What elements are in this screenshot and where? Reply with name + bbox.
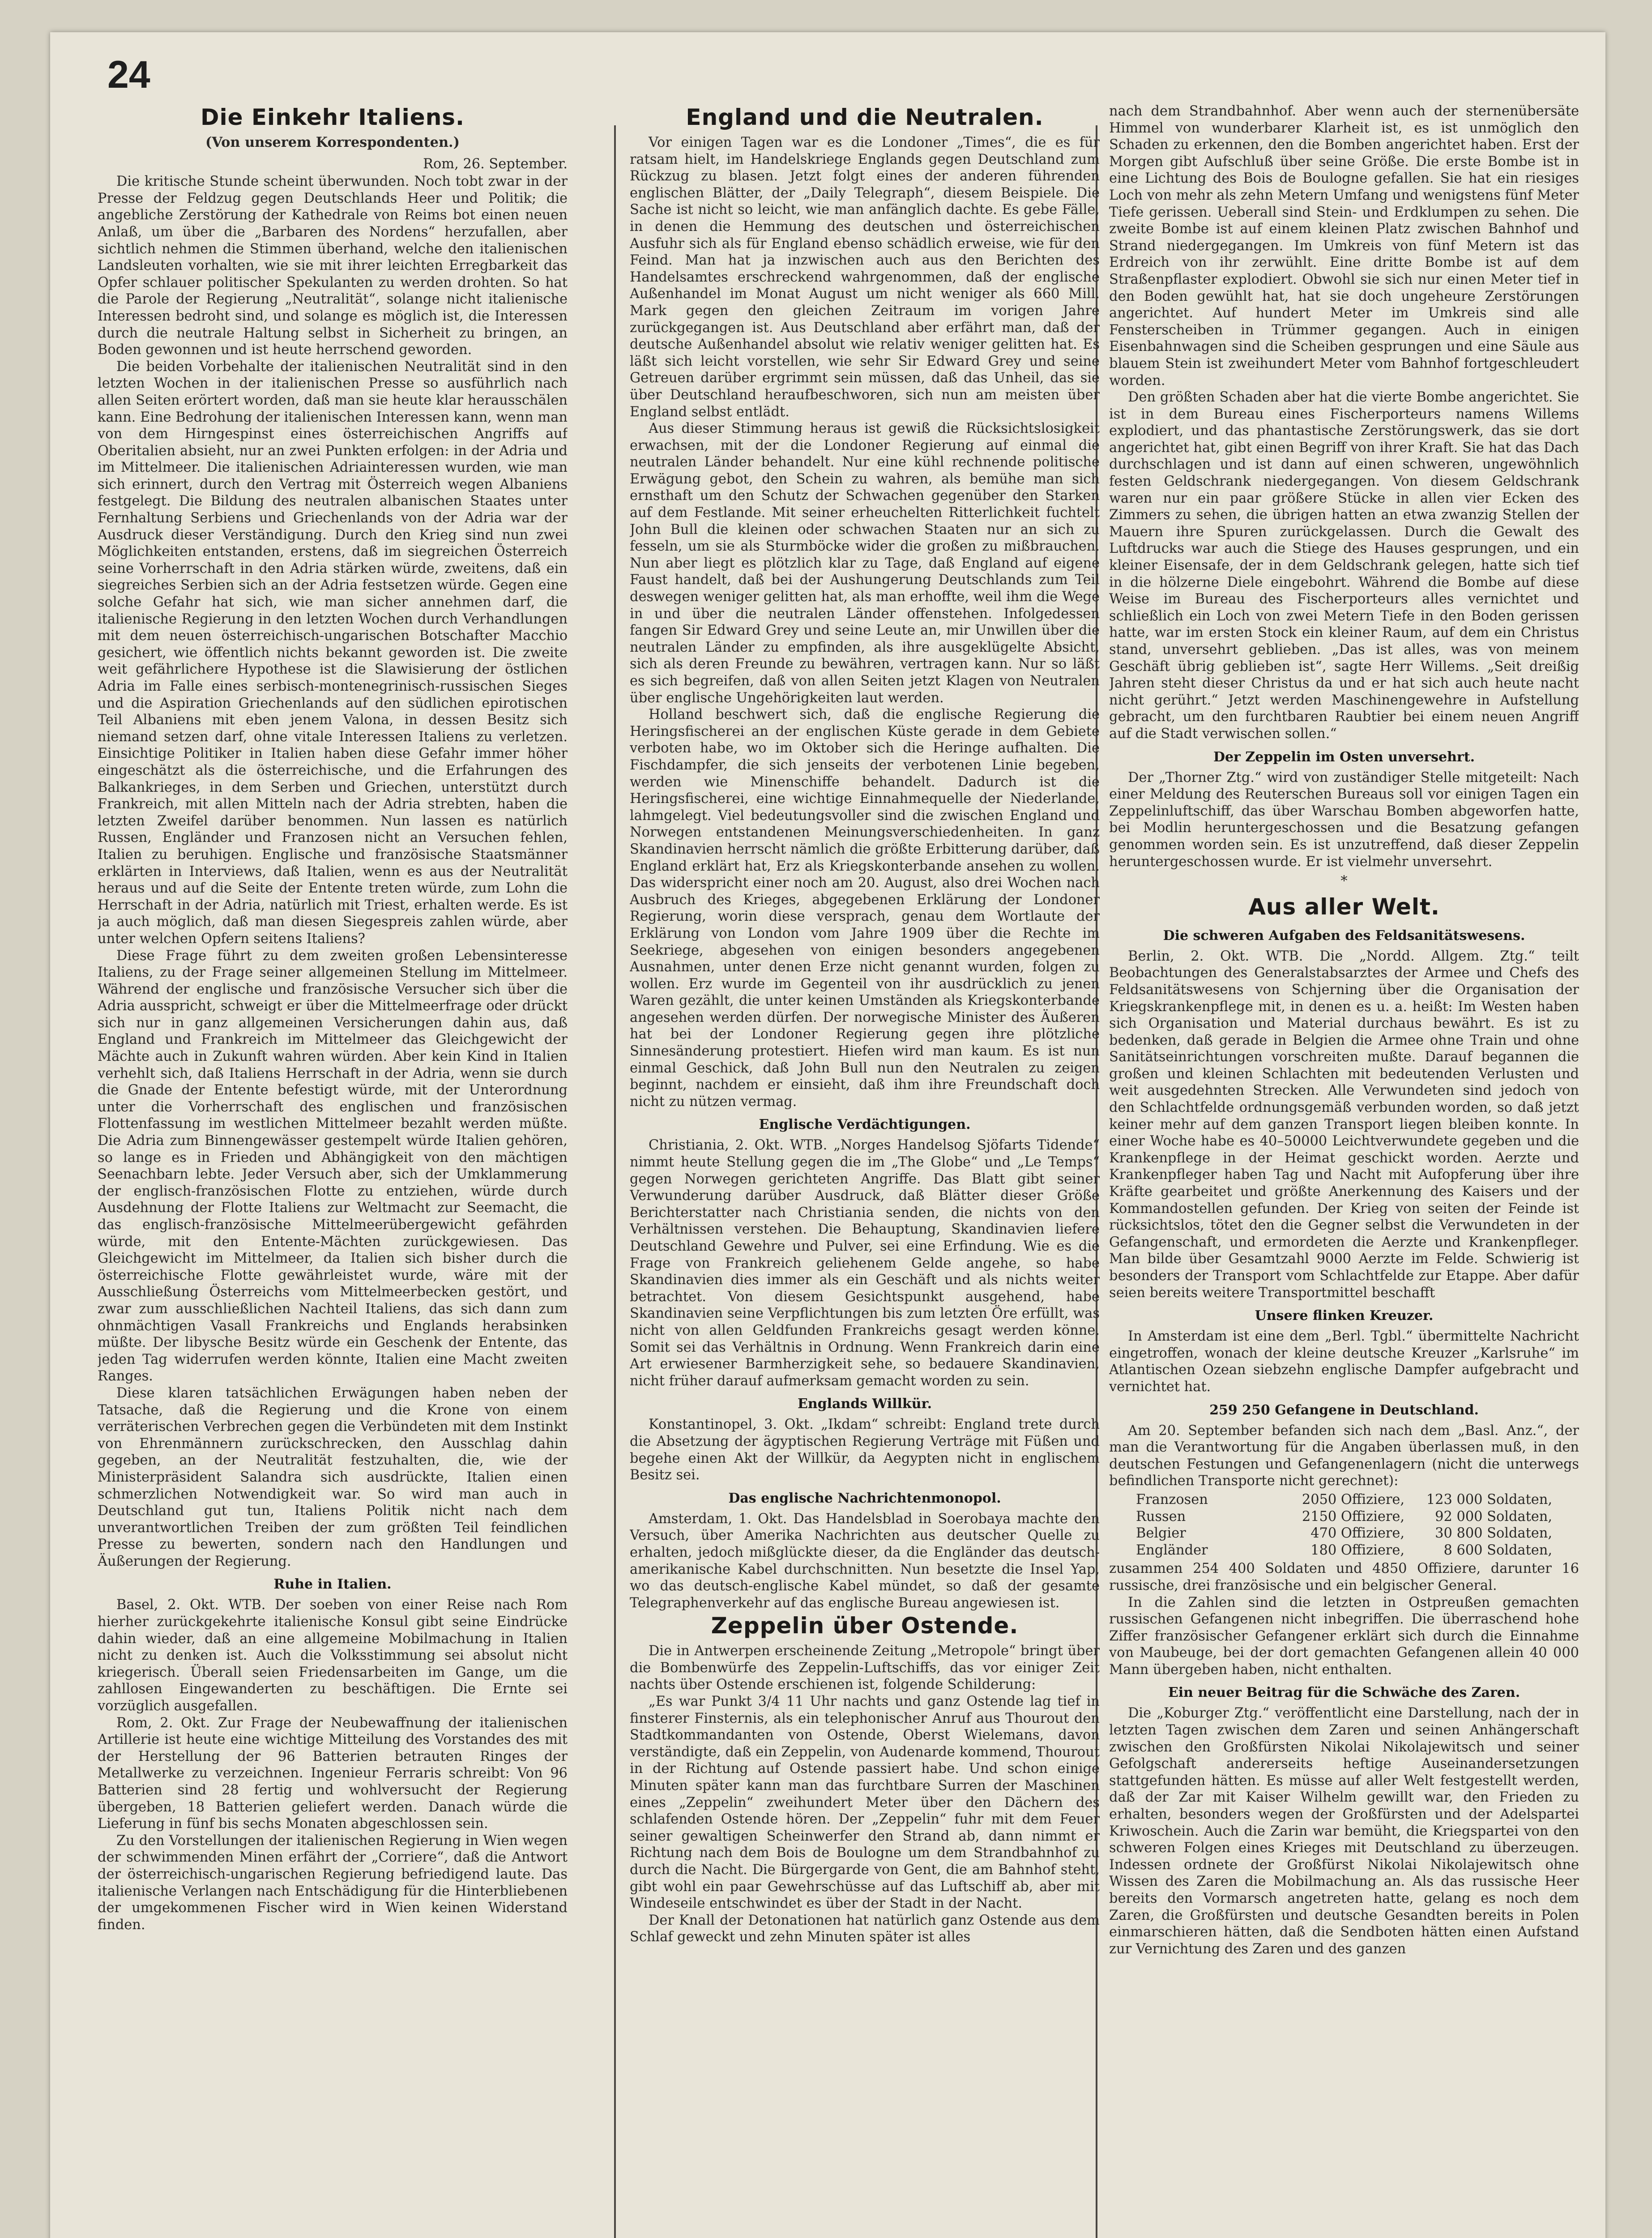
paragraph: Den größten Schaden aber hat die vierte Bombe angerichtet. Sie ist in dem Bureau eines Fischerporteurs namens Willems explodiert, und das phantastische Zerstörungswerk, das sie dort angerichtet hat, gibt einen Begriff von ihrer Kraft. Sie hat das Dach durchschlagen und ist dann auf einen schweren, ungewöhnlich festen Geldschrank niedergegangen. Von diesem Geldschrank waren nur ein paar größere Stücke in allen vier Ecken des Zimmers zu sehen, die übrigen hatten an etwa zwanzig Stellen der Mauern ihre Spuren zurückgelassen. Durch die Gewalt des Luftdrucks war auch die Stiege des Hauses gesprungen, und ein kleiner Eisensafe, der in dem Geldschrank gelegen, hatte sich tief in die hölzerne Diele eingebohrt. Während die Bombe auf diese Weise im Bureau des Fischerporteurs alles vernichtet und schließlich ein Loch von zwei Metern Tiefe in den Boden gerissen hatte, war im ersten Stock ein kleiner Raum, auf dem ein Christus stand, unversehrt geblieben. „Das ist alles, was von meinem Geschäft übrig geblieben ist“, sagte Herr Willems. „Seit dreißig Jahren steht dieser Christus da und er hat sich auch heute nacht nicht gerührt.“ Jetzt werden Maschinengewehre in Aufstellung gebracht, um den furchtbaren Raubtier bei einem neuen Angriff auf die Stadt verwischen sollen.“ — [1109, 389, 1579, 742]
separator-asterisk: * — [1340, 873, 1348, 889]
subheading: Die schweren Aufgaben des Feldsanitätswesens. — [1163, 927, 1525, 944]
subheading: 259 250 Gefangene in Deutschland. — [1209, 1402, 1479, 1418]
paragraph: Konstantinopel, 3. Okt. „Ikdam“ schreibt: England trete durch die Absetzung der ägyptischen Regierung Verträge mit Füßen und begehe einen Akt der Willkür, da Aegypten nicht in englischem Besitz sei. — [630, 1417, 1100, 1483]
paragraph: Berlin, 2. Okt. WTB. Die „Nordd. Allgem. Ztg.“ teilt Beobachtungen des Generalstabsarztes der Armee und Chefs des Feldsanitätswesens von Schjerning über die Organisation der Kriegskrankenpflege mit, in denen es u. a. heißt: Im Westen haben sich Organisation und Material durchaus bewährt. Es ist zu bedenken, daß gerade in Belgien die Armee ohne Train und ohne Sanitätseinrichtungen vorschreiten mußte. Darauf begannen die großen und kleinen Schlachten mit bedeutenden Verlusten und weit ausgedehnten Strecken. Alle Verwundeten sind jedoch von den Schlachtfelde ordnungsgemäß verbunden worden, so daß jetzt keiner mehr auf dem ganzen Transport liegen bleiben konnte. In einer Woche habe es 40–50000 Leichtverwundete gegeben und die Krankenpflege in der Heimat geschickt worden. Aerzte und Krankenpfleger haben Tag und Nacht mit Aufopferung über ihre Kräfte gearbeitet und größte Anerkennung des Kaisers und der Kommandostellen gefunden. Der Krieg von seiten der Feinde ist rücksichtslos, tötet den die Gegner selbst die Verwundeten in der Gefangenschaft, und ermordeten die Aerzte und Krankenpfleger. Man bilde über Gesamtzahl 9000 Aerzte im Felde. Schwierig ist besonders der Transport vom Schlachtfelde zur Etappe. Aber dafür seien bereits weitere Transportmittel beschafft — [1109, 948, 1579, 1301]
subheading: Der Zeppelin im Osten unversehrt. — [1213, 749, 1475, 765]
paragraph: Diese klaren tatsächlichen Erwägungen haben neben der Tatsache, daß die Regierung und die Krone von einem verräterischen Verbrechen gegen die Verbündeten mit dem Instinkt von Ehrenmännern zurückschrecken, den Ausschlag dahin gegeben, an der Neutralität festzuhalten, die, wie der Ministerpräsident Salandra sich ausdrückte, Italien einen schmerzlichen Notwendigkeit war. So wird man auch in Deutschland gut tun, Italiens Politik nicht nach dem unverantwortlichen Treiben der zum größten Teil feindlichen Presse zu bewerten, sondern nach den Handlungen und Äußerungen der Regierung. — [98, 1385, 568, 1569]
soldiers-cell: 30 800 Soldaten, — [1435, 1525, 1552, 1542]
paragraph: Diese Frage führt zu dem zweiten großen Lebensinteresse Italiens, zu der Frage seiner allgemeinen Stellung im Mittelmeer. Während der englische und französische Versucher sich über die Adria ausspricht, schweigt er über die Mittelmeerfrage oder drückt sich nur in ganz allgemeinen Versicherungen dahin aus, daß England und Frankreich im Mittelmeer das Gleichgewicht der Mächte auch in Zukunft wahren würden. Aber kein Kind in Italien verhehlt sich, daß Italiens Herrschaft in der Adria, wenn sie durch die Gnade der Entente befestigt würde, mit der Unterordnung unter die Vorherrschaft des englischen und französischen Flottenfassung im westlichen Mittelmeer bezahlt werden müßte. Die Adria zum Binnengewässer gestempelt würde Italien gehören, so lange es in Frieden und Abhängigkeit von den mächtigen Seenachbarn lebte. Jeder Versuch aber, sich der Umklammerung der englisch-französischen Flotte zu entziehen, würde durch Ausdehnung der Flotte Italiens zur Weltmacht zur Seemacht, die das englisch-französische Mittelmeerübergewicht gefährden würde, mit den Entente-Mächten zurückgewiesen. Das Gleichgewicht im Mittelmeer, da Italien sich bisher durch die österreichische Flotte gewährleistet wurde, wäre mit der Ausschließung Österreichs vom Mittelmeerbecken gestört, und zwar zum ausschließlichen Nachteil Italiens, das sich dann zum ohnmächtigen Vasall Frankreichs und Englands herabsinken müßte. Der libysche Besitz würde ein Geschenk der Entente, das jeden Tag widerrufen werden könnte, Italien eine Macht zweiten Ranges. — [98, 948, 568, 1384]
subheading: Ein neuer Beitrag für die Schwäche des Zaren. — [1168, 1685, 1520, 1701]
officers-cell: 470 Offiziere, — [1311, 1525, 1404, 1542]
table-row — [1136, 1542, 1579, 1559]
nation-cell: Russen — [1136, 1508, 1186, 1525]
paragraph: In die Zahlen sind die letzten in Ostpreußen gemachten russischen Gefangenen nicht inbegriffen. Die überraschend hohe Ziffer französischer Gefangener erklärt sich durch die Einnahme von Maubeuge, bei der dort gemachten Gefangenen allein 40 000 Mann übergeben haben, nicht enthalten. — [1109, 1594, 1579, 1678]
page-number: 24 — [107, 53, 150, 96]
paragraph: Christiania, 2. Okt. WTB. „Norges Handelsog Sjöfarts Tidende“ nimmt heute Stellung gegen die im „The Globe“ und „Le Temps“ gegen Norwegen gerichteten Angriffe. Das Blatt gibt seiner Verwunderung darüber Ausdruck, daß Blätter dieser Größe Berichterstatter nach Christiania senden, die nichts von den Verhältnissen verstehen. Die Behauptung, Skandinavien liefere Deutschland Gewehre und Pulver, sei eine Erfindung. Wie es die Frage von Frankreich geliehenem Gelde angehe, so habe Skandinavien dies immer als ein Geschäft und als nichts weiter betrachtet. Von diesem Gesichtspunkt ausgehend, habe Skandinavien seine Verpflichtungen bis zum letzten Öre erfüllt, was nicht von allen Geldfunden Frankreichs gesagt werden könne. Somit sei das Verhältnis in Ordnung. Wenn Frankreich darin eine Art erwiesener Barmherzigkeit sehe, so bedauere Skandinavien, nicht früher darauf aufmerksam gemacht worden zu sein. — [630, 1137, 1100, 1389]
byline: (Von unserem Korrespondenten.) — [205, 134, 460, 150]
paragraph: Die beiden Vorbehalte der italienischen Neutralität sind in den letzten Wochen in der italienischen Presse so ausführlich nach allen Seiten erörtert worden, daß man sie heute klar herausschälen kann. Eine Bedrohung der italienischen Interessen kann, wenn man von dem Hirngespinst eines österreichischen Angriffs auf Oberitalien absieht, nur an zwei Punkten erfolgen: in der Adria und im Mittelmeer. Die italienischen Adriainteressen wurden, wie man sich erinnert, durch den Vertrag mit Österreich wegen Albaniens festgelegt. Die Bildung des neutralen albanischen Staates unter Fernhaltung Serbiens und Griechenlands von der Adria war der Ausdruck dieser Verständigung. Durch den Krieg sind nun zwei Möglichkeiten entstanden, erstens, daß im siegreichen Österreich seine Vorherrschaft in den Adria stärken würde, zweitens, daß ein siegreiches Serbien sich an der Adria festsetzen würde. Gegen eine solche Gefahr hat sich, wie man sicher annehmen darf, die italienische Regierung in den letzten Wochen durch Verhandlungen mit dem neuen österreichisch-ungarischen Botschafter Macchio gesichert, wie öffentlich nichts bekannt geworden ist. Die zweite weit gefährlichere Hypothese ist die Slawisierung der östlichen Adria im Falle eines serbisch-montenegrinisch-russischen Sieges und die Aspiration Griechenlands auf den südlichen epirotischen Teil Albaniens mit eben jenem Valona, in dessen Besitz sich niemand setzen darf, ohne vitale Interessen Italiens zu verletzen. Einsichtige Politiker in Italien haben diese Gefahr immer höher eingeschätzt als die österreichische, und die Erfahrungen des Balkankrieges, in dem Serben und Griechen, unterstützt durch Frankreich, mit allen Mitteln nach der Adria strebten, haben die letzten Zweifel darüber benommen. Nun lassen es natürlich Russen, Engländer und Franzosen nicht an Versuchen fehlen, Italien zu beruhigen. Englische und französische Staatsmänner erklärten in Interviews, daß Italien, wenn es aus der Neutralität heraus und auf die Seite der Entente treten würde, zum Lohn die Herrschaft in der Adria, natürlich mit Triest, erhalten werde. Es ist ja auch möglich, daß man diesen Siegespreis zahlen würde, aber unter welchen Opfern seitens Italiens? — [98, 359, 568, 947]
subheading: Das englische Nachrichtenmonopol. — [728, 1490, 1001, 1506]
subheading: Unsere flinken Kreuzer. — [1255, 1308, 1434, 1324]
paragraph: Amsterdam, 1. Okt. Das Handelsblad in Soerobaya machte den Versuch, über Amerika Nachrichten aus deutscher Quelle zu erhalten, jedoch mißglückte dieser, da die Engländer das deutsch-amerikanische Kabel durchschnitten. Nun besetzte die Insel Yap, wo das deutsch-englische Kabel mündet, so daß der gesamte Telegraphenverkehr auf das englische Bureau angewiesen ist. — [630, 1511, 1100, 1611]
paragraph: Basel, 2. Okt. WTB. Der soeben von einer Reise nach Rom hierher zurückgekehrte italienische Konsul gibt seine Eindrücke dahin wieder, daß an eine allgemeine Mobilmachung in Italien nicht zu denken ist. Auch die Volksstimmung sei absolut nicht kriegerisch. Überall seien Friedensarbeiten im Gange, um die zahllosen Eingewanderten zu beschäftigen. Die Ernte sei vorzüglich ausgefallen. — [98, 1597, 568, 1714]
headline-england-neutralen: England und die Neutralen. — [686, 104, 1044, 130]
prisoner-total: zusammen 254 400 Soldaten und 4850 Offiziere, darunter 16 russische, drei französische und ein belgischer General. — [1109, 1561, 1579, 1593]
nation-cell: Franzosen — [1136, 1491, 1208, 1508]
article-column-middle — [630, 103, 1100, 2238]
prisoner-table — [1136, 1491, 1579, 1559]
officers-cell: 2150 Offiziere, — [1302, 1508, 1404, 1525]
paragraph: Vor einigen Tagen war es die Londoner „Times“, die es für ratsam hielt, im Handelskriege Englands gegen Deutschland zum Rückzug zu blasen. Jetzt folgt eines der anderen führenden englischen Blätter, der „Daily Telegraph“, diesem Beispiele. Die Sache ist nicht so leicht, wie man anfänglich dachte. Es gebe Fälle, in denen die Hemmung des deutschen und österreichischen Ausfuhr sich als für England ebenso schädlich erweise, wie für den Feind. Man hat ja inzwischen auch aus den Berichten des Handelsamtes erschreckend wahrgenommen, daß der englische Außenhandel im Monat August um nicht weniger als 660 Mill. Mark gegen den gleichen Zeitraum im vorigen Jahre zurückgegangen ist. Aus Deutschland aber erfährt man, daß der deutsche Außenhandel absolut wie relativ weniger gelitten hat. Es läßt sich leicht vorstellen, wie sehr Sir Edward Grey und seine Getreuen darüber ergrimmt sein müssen, daß das Unheil, das sie über Deutschland heraufbeschworen, sich nun am meisten über England selbst entlädt. — [630, 135, 1100, 420]
paragraph: Der Knall der Detonationen hat natürlich ganz Ostende aus dem Schlaf geweckt und zehn Minuten später ist alles — [630, 1912, 1100, 1945]
soldiers-cell: 123 000 Soldaten, — [1426, 1491, 1552, 1508]
subheading: Englands Willkür. — [797, 1396, 932, 1412]
paragraph: „Es war Punkt 3/4 11 Uhr nachts und ganz Ostende lag tief in finsterer Finsternis, als ein telephonischer Anruf aus Thourout den Stadtkommandanten von Ostende, Oberst Wielemans, davon verständigte, daß ein Zeppelin, von Audenarde kommend, Thourout in der Richtung auf Ostende passiert habe. Und schon einige Minuten später kann man das furchtbare Surren der Maschinen eines „Zeppelin“ zweihundert Meter über den Dächern des schlafenden Ostende hören. Der „Zeppelin“ fuhr mit dem Feuer seiner gewaltigen Scheinwerfer den Strand ab, dann nimmt er Richtung nach dem Bois de Boulogne um dem Strandbahnhof zu durch die Nacht. Die Bürgergarde von Gent, die am Bahnhof steht, gibt wohl ein paar Gewehrschüsse auf das Luftschiff ab, aber mit Windeseile entschwindet es über der Stadt in der Nacht. — [630, 1694, 1100, 1912]
paragraph: Holland beschwert sich, daß die englische Regierung die Heringsfischerei an der englischen Küste gerade in dem Gebiete verboten habe, wo im Oktober sich die Heringe aufhalten. Die Fischdampfer, die sich jenseits der verbotenen Linie begeben, werden wie Minenschiffe behandelt. Dadurch ist die Heringsfischerei, eine wichtige Einnahmequelle der Niederlande, lahmgelegt. Viel bedeutungsvoller sind die zwischen England und Norwegen entstandenen Meinungsverschiedenheiten. In ganz Skandinavien herrscht nämlich die größte Erbitterung darüber, daß England erklärt hat, Erz als Kriegskonterbande ansehen zu wollen. Das widerspricht einer noch am 20. August, also drei Wochen nach Ausbruch des Krieges, abgegebenen Erklärung der Londoner Regierung, worin diese versprach, genau dem Wortlaute der Erklärung von London vom Jahre 1909 über die Rechte im Seekriege, abgesehen von einigen besonders angegebenen Ausnahmen, unter denen Erze nicht genannt wurden, folgen zu wollen. Erz wurde im Gegenteil von ihr ausdrücklich zu jenen Waren gezählt, die unter keinen Umständen als Kriegskonterbande angesehen werden dürfen. Der norwegische Minister des Äußeren hat bei der Londoner Regierung gegen ihre plötzliche Sinnesänderung protestiert. Hiefen wird man kaum. Es ist nun einmal Geschick, daß John Bull nun den Neutralen zu zeigen beginnt, nachdem er einsieht, daß ihm ihre Freundschaft doch nicht zu nützen vermag. — [630, 707, 1100, 1110]
subheading: Ruhe in Italien. — [273, 1576, 392, 1593]
soldiers-cell: 92 000 Soldaten, — [1435, 1508, 1552, 1525]
officers-cell: 2050 Offiziere, — [1302, 1491, 1404, 1508]
paragraph: Am 20. September befanden sich nach dem „Basl. Anz.“, der man die Verantwortung für die Angaben überlassen muß, in den deutschen Festungen und Gefangenenlagern (nicht die unterwegs befindlichen Transporte nicht gerechnet): — [1109, 1422, 1579, 1489]
paragraph: nach dem Strandbahnhof. Aber wenn auch der sternenübersäte Himmel von wunderbarer Klarheit ist, es ist unmöglich den Schaden zu erkennen, den die Bomben angerichtet haben. Erst der Morgen gibt Aufschluß über seine Größe. Die erste Bombe ist in eine Lichtung des Bois de Boulogne gefallen. Sie hat ein riesiges Loch von mehr als zehn Metern Umfang und wenigstens fünf Meter Tiefe gerissen. Ueberall sind Stein- und Erdklumpen zu sehen. Die zweite Bombe ist auf einem kleinen Platz zwischen Bahnhof und Strand niedergegangen. Im Umkreis von fünf Metern ist das Erdreich von ihr zerwühlt. Eine dritte Bombe ist auf dem Straßenpflaster explodiert. Obwohl sie sich nur einen Meter tief in den Boden gewühlt hat, hat sie doch ungeheure Zerstörungen angerichtet. Auf hundert Meter im Umkreis sind alle Fensterscheiben in Trümmer gegangen. Auch in einigen Eisenbahnwagen sind die Scheiben gesprungen und eine Säule aus blauem Stein ist zweihundert Meter vom Bahnhof fortgeschleudert worden. — [1109, 103, 1579, 389]
headline-zeppelin-ostende: Zeppelin über Ostende. — [711, 1613, 1019, 1639]
officers-cell: 180 Offiziere, — [1311, 1542, 1404, 1558]
paragraph: In Amsterdam ist eine dem „Berl. Tgbl.“ übermittelte Nachricht eingetroffen, wonach der kleine deutsche Kreuzer „Karlsruhe“ im Atlantischen Ozean siebzehn englische Dampfer aufgebracht und vernichtet hat. — [1109, 1328, 1579, 1395]
paragraph: Der „Thorner Ztg.“ wird von zuständiger Stelle mitgeteilt: Nach einer Meldung des Reuterschen Bureaus soll vor einigen Tagen ein Zeppelinluftschiff, das über Warschau Bomben abgeworfen hatte, bei Modlin heruntergeschossen und die Besatzung gefangen genommen worden sein. Es ist unzutreffend, daß dieser Zeppelin heruntergeschossen wurde. Er ist vielmehr unversehrt. — [1109, 769, 1579, 870]
column-rule-left — [614, 125, 616, 2238]
paragraph: Rom, 2. Okt. Zur Frage der Neubewaffnung der italienischen Artillerie ist heute eine wichtige Mitteilung des Vorstandes des mit der Herstellung der 96 Batterien betrauten Ringes der Metallwerke zu verzeichnen. Ingenieur Ferraris schreibt: Von 96 Batterien sind 28 fertig und wohlversucht der Regierung übergeben, 18 Batterien geliefert werden. Danach würde die Lieferung in fünf bis sechs Monaten abgeschlossen sein. — [98, 1715, 568, 1832]
table-row — [1136, 1508, 1579, 1525]
paragraph: Die „Koburger Ztg.“ veröffentlicht eine Darstellung, nach der in letzten Tagen zwischen dem Zaren und seinen Anhängerschaft zwischen den Großfürsten Nikolai Nikolajewitsch und seiner Gefolgschaft andererseits heftige Auseinandersetzungen stattgefunden hätten. Es müsse auf aller Welt festgestellt werden, daß der Zar mit Kaiser Wilhelm gewillt war, den Frieden zu erhalten, besonders wegen der Großfürsten und der Adelspartei Kriwoschein. Auch die Zarin war bemüht, die Kriegspartei von den schweren Folgen eines Krieges mit Deutschland zu überzeugen. Indessen ordnete der Großfürst Nikolai Nikolajewitsch ohne Wissen des Zaren die Mobilmachung an. Als das russische Heer bereits den Vormarsch angetreten hatte, gelang es noch dem Zaren, die Großfürsten und deutsche Gesandten bereits in Polen einmarschieren hätten, daß die Sendboten hätten einen Aufstand zur Vernichtung des Zaren und des ganzen — [1109, 1705, 1579, 1957]
table-row — [1136, 1491, 1579, 1508]
paragraph: Die in Antwerpen erscheinende Zeitung „Metropole“ bringt über die Bombenwürfe des Zeppelin-Luftschiffs, das vor einiger Zeit nachts über Ostende erschienen ist, folgende Schilderung: — [630, 1643, 1100, 1693]
soldiers-cell: 8 600 Soldaten, — [1443, 1542, 1552, 1558]
paragraph: Zu den Vorstellungen der italienischen Regierung in Wien wegen der schwimmenden Minen erfährt der „Corriere“, daß die Antwort der österreichisch-ungarischen Regierung befriedigend laute. Das italienische Verlangen nach Entschädigung für die Hinterbliebenen der umgekommenen Fischer wird in Wien keinen Widerstand finden. — [98, 1832, 568, 1933]
headline-einkehr-italiens: Die Einkehr Italiens. — [200, 104, 465, 130]
headline-aus-aller-welt: Aus aller Welt. — [1248, 893, 1440, 920]
paragraph: Aus dieser Stimmung heraus ist gewiß die Rücksichtslosigkeit erwachsen, mit der die Londoner Regierung auf einmal die neutralen Länder behandelt. Nur eine kühl rechnende politische Erwägung gebot, den Schein zu wahren, als bemühe man sich ernsthaft um den Schutz der Schwachen gegenüber den Starken auf dem Festlande. Mit seiner erheuchelten Ritterlichkeit fuchtelt John Bull die kleinen oder schwachen Staaten nur an sich zu fesseln, um sie als Sturmböcke wider die großen zu mißbrauchen. Nun aber liegt es plötzlich klar zu Tage, daß England auf eigene Faust handelt, daß bei der Aushungerung Deutschlands zum Teil deswegen weniger gelitten hat, als man erhoffte, weil ihm die Wege in und über die neutralen Länder offenstehen. Infolgedessen fangen Sir Edward Grey und seine Leute an, mir Unwillen über die neutralen Länder zu empfinden, als ihre ausgeklügelte Absicht, sich als deren Freunde zu bewähren, vertragen kann. Nur so läßt es sich begreifen, daß von allen Seiten jetzt Klagen von Neutralen über englische Ungehörigkeiten laut werden. — [630, 421, 1100, 706]
paragraph: Die kritische Stunde scheint überwunden. Noch tobt zwar in der Presse der Feldzug gegen Deutschlands Heer und Politik; die angebliche Zerstörung der Kathedrale von Reims bot einen neuen Anlaß, um über die „Barbaren des Nordens“ herzufallen, aber sichtlich nehmen die Stimmen überhand, welche den italienischen Landsleuten vorhalten, wie sie mit ihrer leichten Erregbarkeit das Opfer schlauer politischer Spekulanten zu werden drohten. So hat die Parole der Regierung „Neutralität“, solange nicht italienische Interessen bedroht sind, und solange es möglich ist, die Interessen durch die neutrale Haltung selbst in Sicherheit zu bringen, an Boden gewonnen und ist heute herrschend geworden. — [98, 174, 568, 358]
subheading: Englische Verdächtigungen. — [759, 1117, 971, 1133]
nation-cell: Belgier — [1136, 1525, 1186, 1542]
article-column-left — [98, 103, 568, 2238]
table-row — [1136, 1525, 1579, 1542]
dateline: Rom, 26. September. — [423, 156, 568, 172]
article-column-right — [1109, 103, 1579, 2238]
nation-cell: Engländer — [1136, 1542, 1208, 1558]
